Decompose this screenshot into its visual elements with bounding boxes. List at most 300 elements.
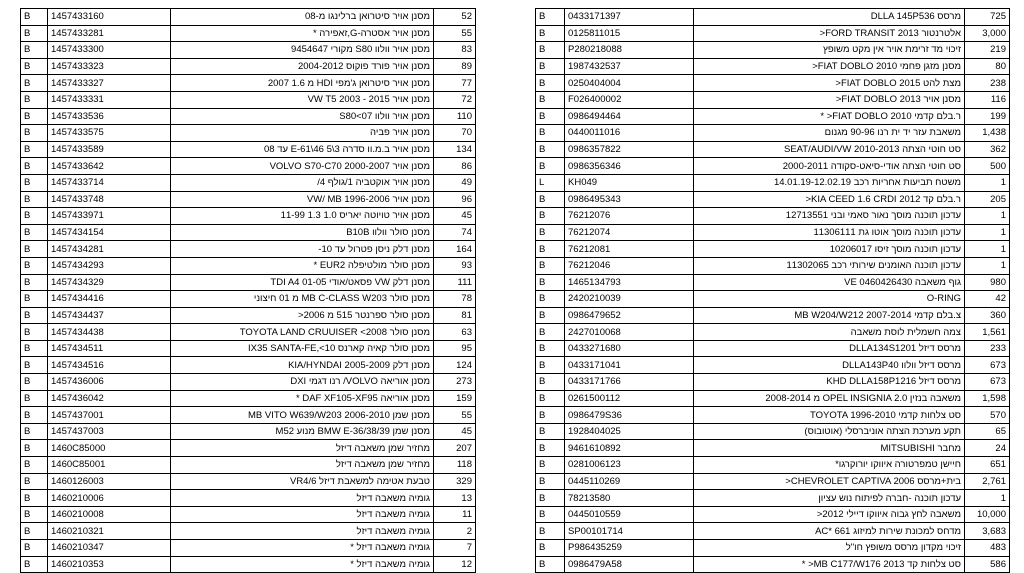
table-row	[21, 125, 476, 142]
quantity: 1	[965, 208, 1010, 225]
table-row	[536, 9, 1010, 26]
part-description: מסנן אויר אוקטביה 1/גולף 4/	[171, 174, 434, 191]
part-number: 0986479S36	[565, 407, 694, 424]
row-code: B	[536, 257, 565, 274]
row-code: B	[21, 374, 48, 391]
part-description: מרסס דיזל KHD DLLA158P1216	[694, 374, 965, 391]
part-number: 1465134793	[565, 274, 694, 291]
row-code: B	[536, 141, 565, 158]
table-row	[536, 340, 1010, 357]
quantity: 77	[434, 75, 476, 92]
part-description: צ.בלם קדמי MB W204/W212 2007-2014	[694, 307, 965, 324]
row-code: B	[21, 274, 48, 291]
quantity: 78	[434, 291, 476, 308]
row-code: B	[536, 457, 565, 474]
table-row	[536, 440, 1010, 457]
quantity: 10,000	[965, 506, 1010, 523]
table-row	[536, 490, 1010, 507]
part-description: מסנן סולר MB C-CLASS W203 מ 01 חיצוני	[171, 291, 434, 308]
quantity: 329	[434, 473, 476, 490]
quantity: 116	[965, 91, 1010, 108]
table-row	[536, 374, 1010, 391]
quantity: 2,761	[965, 473, 1010, 490]
quantity: 95	[434, 340, 476, 357]
part-number: 76212076	[565, 208, 694, 225]
table-row	[536, 141, 1010, 158]
quantity: 207	[434, 440, 476, 457]
row-code: B	[536, 158, 565, 175]
part-description: זיכוי מד זרימת אויר אין מקט משופץ	[694, 42, 965, 59]
row-code: B	[21, 191, 48, 208]
quantity: 273	[434, 374, 476, 391]
part-description: מסנן אויר VOLVO S70-C70 2000-2007	[171, 158, 434, 175]
row-code: B	[21, 42, 48, 59]
row-code: B	[536, 91, 565, 108]
part-description: גוף משאבה VE 0460426430	[694, 274, 965, 291]
quantity: 2	[434, 523, 476, 540]
quantity: 199	[965, 108, 1010, 125]
part-number: SP00101714	[565, 523, 694, 540]
part-description: מחזיר שמן משאבה דיזל	[171, 457, 434, 474]
part-number: 0125811015	[565, 25, 694, 42]
row-code: B	[21, 224, 48, 241]
part-description: מסנן דלק KIA/HYNDAI 2005-2009	[171, 357, 434, 374]
quantity: 3,683	[965, 523, 1010, 540]
left-inventory-table	[20, 8, 476, 573]
part-description: מסנן אויר וולוו S80<07	[171, 108, 434, 125]
row-code: B	[21, 174, 48, 191]
row-code: B	[21, 291, 48, 308]
row-code: B	[21, 556, 48, 573]
part-description: O-RING	[694, 291, 965, 308]
table-row	[536, 224, 1010, 241]
part-description: מצת להט FIAT DOBLO 2015<	[694, 75, 965, 92]
table-row	[536, 523, 1010, 540]
table-row	[21, 224, 476, 241]
quantity: 83	[434, 42, 476, 59]
row-code: B	[536, 25, 565, 42]
part-number: 2420210039	[565, 291, 694, 308]
quantity: 81	[434, 307, 476, 324]
row-code: B	[536, 274, 565, 291]
table-row	[21, 25, 476, 42]
part-description: טבעת אטימה למשאבת דיזל VR4/6	[171, 473, 434, 490]
table-row	[536, 357, 1010, 374]
table-row	[536, 241, 1010, 258]
row-code: B	[536, 307, 565, 324]
table-row	[536, 324, 1010, 341]
quantity: 1	[965, 257, 1010, 274]
table-row	[536, 58, 1010, 75]
table-row	[536, 75, 1010, 92]
row-code: B	[21, 125, 48, 142]
row-code: B	[21, 25, 48, 42]
table-row	[21, 274, 476, 291]
part-number: 1460210006	[48, 490, 171, 507]
part-number: 2427010068	[565, 324, 694, 341]
table-row	[536, 540, 1010, 557]
row-code: B	[536, 224, 565, 241]
table-row	[21, 423, 476, 440]
row-code: B	[21, 58, 48, 75]
part-description: מסנן סולר TOYOTA LAND CRUUISER <2008	[171, 324, 434, 341]
quantity: 12	[434, 556, 476, 573]
part-description: גומיה משאבה דיזל	[171, 523, 434, 540]
row-code: B	[536, 374, 565, 391]
table-row	[21, 324, 476, 341]
quantity: 1,598	[965, 390, 1010, 407]
quantity: 89	[434, 58, 476, 75]
row-code: B	[536, 506, 565, 523]
part-number: 1457433331	[48, 91, 171, 108]
row-code: B	[536, 75, 565, 92]
quantity: 52	[434, 9, 476, 26]
part-number: 0433271680	[565, 340, 694, 357]
part-number: 1457433300	[48, 42, 171, 59]
part-number: KH049	[565, 174, 694, 191]
table-row	[21, 340, 476, 357]
part-description: מסנן אויר VW T5 2003 - 2015	[171, 91, 434, 108]
part-description: מסנן אויר VW/ MB 1996-2006	[171, 191, 434, 208]
table-row	[536, 556, 1010, 573]
row-code: B	[21, 257, 48, 274]
table-row	[21, 457, 476, 474]
row-code: B	[536, 390, 565, 407]
row-code: L	[536, 174, 565, 191]
row-code: B	[536, 125, 565, 142]
part-description: זיכוי מקדון מרסס משופץ חו"ל	[694, 540, 965, 557]
part-number: 0445010559	[565, 506, 694, 523]
part-number: 1460C85000	[48, 440, 171, 457]
row-code: B	[21, 390, 48, 407]
row-code: B	[21, 357, 48, 374]
quantity: 164	[434, 241, 476, 258]
part-number: 1460210353	[48, 556, 171, 573]
quantity: 362	[965, 141, 1010, 158]
part-description: מסנן סולר וולוו B10B	[171, 224, 434, 241]
table-row	[21, 208, 476, 225]
quantity: 159	[434, 390, 476, 407]
part-number: 0986357822	[565, 141, 694, 158]
part-number: 1457434416	[48, 291, 171, 308]
part-description: חיישן טמפרטורה איווקו יורוקרגו*	[694, 457, 965, 474]
part-number: 1457433281	[48, 25, 171, 42]
table-row	[536, 307, 1010, 324]
quantity: 1	[965, 174, 1010, 191]
row-code: B	[21, 324, 48, 341]
part-number: 1457433575	[48, 125, 171, 142]
part-number: 78213580	[565, 490, 694, 507]
quantity: 72	[434, 91, 476, 108]
table-row	[536, 506, 1010, 523]
quantity: 238	[965, 75, 1010, 92]
part-number: 1457434329	[48, 274, 171, 291]
table-row	[536, 274, 1010, 291]
part-number: 0986479652	[565, 307, 694, 324]
row-code: B	[536, 523, 565, 540]
part-description: מסנן אויר טויוטה יאריס 1.0 1.3 11-99	[171, 208, 434, 225]
quantity: 11	[434, 506, 476, 523]
table-row	[21, 291, 476, 308]
table-row	[21, 556, 476, 573]
table-row	[536, 423, 1010, 440]
quantity: 980	[965, 274, 1010, 291]
table-row	[536, 257, 1010, 274]
part-description: עדכון תוכנה האומנים שירותי רכב 11302065	[694, 257, 965, 274]
row-code: B	[21, 457, 48, 474]
row-code: B	[536, 340, 565, 357]
table-row	[21, 523, 476, 540]
table-row	[21, 91, 476, 108]
row-code: B	[21, 473, 48, 490]
part-number: 0261500112	[565, 390, 694, 407]
part-number: 1457434154	[48, 224, 171, 241]
part-description: משאבה לחץ גבוה איווקו דיילי 2012<	[694, 506, 965, 523]
row-code: B	[21, 9, 48, 26]
part-number: 1460210347	[48, 540, 171, 557]
part-description: משאבת עזר יד ית רנו 90-96 מגנום	[694, 125, 965, 142]
table-row	[536, 108, 1010, 125]
row-code: B	[21, 75, 48, 92]
table-row	[21, 307, 476, 324]
row-code: B	[536, 9, 565, 26]
quantity: 13	[434, 490, 476, 507]
part-number: 1460210008	[48, 506, 171, 523]
part-number: 76212074	[565, 224, 694, 241]
part-description: מחבר MITSUBISHI	[694, 440, 965, 457]
part-number: 1457433323	[48, 58, 171, 75]
part-number: 1457436042	[48, 390, 171, 407]
table-row	[21, 158, 476, 175]
quantity: 725	[965, 9, 1010, 26]
part-number: 1457433536	[48, 108, 171, 125]
quantity: 1,438	[965, 125, 1010, 142]
row-code: B	[536, 241, 565, 258]
quantity: 55	[434, 25, 476, 42]
quantity: 63	[434, 324, 476, 341]
table-row	[536, 158, 1010, 175]
row-code: B	[21, 423, 48, 440]
quantity: 24	[965, 440, 1010, 457]
part-description: עדכון תוכנה מוסך זיסו 10206017	[694, 241, 965, 258]
quantity: 80	[965, 58, 1010, 75]
part-description: סט צלחות קדמי TOYOTA 1996-2010	[694, 407, 965, 424]
part-description: עדכון תוכנה -חברה לפיתוח נוש עציון	[694, 490, 965, 507]
part-number: 0986479A58	[565, 556, 694, 573]
part-description: מסנן אויר סיטרואן ג'מפי HDI מ 1.6 2007	[171, 75, 434, 92]
part-description: גומיה משאבה דיזל	[171, 506, 434, 523]
table-row	[21, 141, 476, 158]
quantity: 7	[434, 540, 476, 557]
part-number: 1457433971	[48, 208, 171, 225]
part-description: מסנן שמן MB VITO W639/W203 2006-2010	[171, 407, 434, 424]
row-code: B	[536, 440, 565, 457]
part-description: מסנן אויר וולוו S80 מקורי 9454647	[171, 42, 434, 59]
table-row	[21, 540, 476, 557]
row-code: B	[536, 108, 565, 125]
table-row	[536, 25, 1010, 42]
part-number: 1457434516	[48, 357, 171, 374]
quantity: 1,561	[965, 324, 1010, 341]
table-row	[536, 174, 1010, 191]
quantity: 55	[434, 407, 476, 424]
table-row	[21, 357, 476, 374]
row-code: B	[21, 523, 48, 540]
quantity: 86	[434, 158, 476, 175]
table-row	[21, 440, 476, 457]
part-number: 76212081	[565, 241, 694, 258]
quantity: 49	[434, 174, 476, 191]
table-row	[536, 457, 1010, 474]
row-code: B	[21, 506, 48, 523]
row-code: B	[21, 307, 48, 324]
part-description: מסנן סולר קאיה קארנס IX35 SANTA-FE,<10	[171, 340, 434, 357]
part-number: P280218088	[565, 42, 694, 59]
row-code: B	[21, 407, 48, 424]
part-number: 1457434511	[48, 340, 171, 357]
row-code: B	[21, 490, 48, 507]
part-number: F026400002	[565, 91, 694, 108]
part-description: גומיה משאבה דיזל *	[171, 556, 434, 573]
table-row	[21, 390, 476, 407]
part-number: 0440011016	[565, 125, 694, 142]
part-description: משטח תביעות אחריות רכב 14.01.19-12.02.19	[694, 174, 965, 191]
quantity: 673	[965, 374, 1010, 391]
row-code: B	[536, 191, 565, 208]
row-code: B	[21, 540, 48, 557]
table-row	[21, 407, 476, 424]
row-code: B	[21, 440, 48, 457]
part-description: מסנן סולר ספרנטר 515 מ 2006<	[171, 307, 434, 324]
part-description: מדחס למכונת שירות למיזוג AC* 661	[694, 523, 965, 540]
part-description: ר.בלם קדמי FIAT DOBLO 2010< *	[694, 108, 965, 125]
row-code: B	[21, 340, 48, 357]
quantity: 45	[434, 423, 476, 440]
part-number: 1457433589	[48, 141, 171, 158]
quantity: 570	[965, 407, 1010, 424]
part-number: 0986494464	[565, 108, 694, 125]
quantity: 70	[434, 125, 476, 142]
table-row	[21, 490, 476, 507]
part-number: 1457434281	[48, 241, 171, 258]
row-code: B	[536, 42, 565, 59]
part-number: 0281006123	[565, 457, 694, 474]
part-description: תקע מערכת הצתה אוניברסלי (אוטובוס)	[694, 423, 965, 440]
row-code: B	[21, 208, 48, 225]
part-description: מסנן אויר סיטרואן ברלינגו מ-08	[171, 9, 434, 26]
part-number: 9461610892	[565, 440, 694, 457]
part-number: 1457437003	[48, 423, 171, 440]
part-number: 76212046	[565, 257, 694, 274]
part-description: סט חוטי הצתה אודי-סיאט-סקודה 2000-2011	[694, 158, 965, 175]
quantity: 1	[965, 490, 1010, 507]
quantity: 74	[434, 224, 476, 241]
part-number: 1457433748	[48, 191, 171, 208]
table-row	[536, 42, 1010, 59]
quantity: 111	[434, 274, 476, 291]
quantity: 134	[434, 141, 476, 158]
part-description: מסנן אויר אסטרה-G,זאפירה *	[171, 25, 434, 42]
part-description: אלטרנטור FORD TRANSIT 2013<	[694, 25, 965, 42]
part-description: מסנן אויר פורד פוקוס 2004-2012	[171, 58, 434, 75]
row-code: B	[536, 291, 565, 308]
part-description: מסנן מזגן פחמי FIAT DOBLO 2010<	[694, 58, 965, 75]
part-description: ר.בלם קד KIA CEED 1.6 CRDI 2012<	[694, 191, 965, 208]
part-number: 0433171766	[565, 374, 694, 391]
part-number: 0433171397	[565, 9, 694, 26]
part-number: 1457433642	[48, 158, 171, 175]
row-code: B	[536, 473, 565, 490]
part-description: מרסס דיזל DLLA134S1201	[694, 340, 965, 357]
quantity: 96	[434, 191, 476, 208]
part-number: 0986495343	[565, 191, 694, 208]
quantity: 483	[965, 540, 1010, 557]
row-code: B	[536, 540, 565, 557]
part-description: צמה חשמלית לוסת משאבה	[694, 324, 965, 341]
part-number: 0250404004	[565, 75, 694, 92]
part-description: מסנן סולר מולטיפלה EUR2 *	[171, 257, 434, 274]
part-description: מחזיר שמן משאבה דיזל	[171, 440, 434, 457]
part-description: מסנן דלק ניסן פטרול עד 10-	[171, 241, 434, 258]
quantity: 65	[965, 423, 1010, 440]
part-description: מסנן אוריאה DAF XF105-XF95 *	[171, 390, 434, 407]
row-code: B	[536, 490, 565, 507]
row-code: B	[21, 91, 48, 108]
quantity: 586	[965, 556, 1010, 573]
part-number: 1460126003	[48, 473, 171, 490]
quantity: 118	[434, 457, 476, 474]
part-number: 1928404025	[565, 423, 694, 440]
part-description: סט צלחות קד MB C177/W176 2013< *	[694, 556, 965, 573]
table-row	[21, 473, 476, 490]
part-description: משאבה בנזין OPEL INSIGNIA 2.0 מ 2008-2014	[694, 390, 965, 407]
table-row	[536, 390, 1010, 407]
part-description: סט חוטי הצתה SEAT/AUDI/VW 2010-2013	[694, 141, 965, 158]
part-description: מסנן שמן BMW E-36/38/39 מנוע M52	[171, 423, 434, 440]
part-number: 1457433714	[48, 174, 171, 191]
quantity: 110	[434, 108, 476, 125]
row-code: B	[536, 208, 565, 225]
table-row	[536, 125, 1010, 142]
table-row	[21, 174, 476, 191]
table-row	[21, 75, 476, 92]
row-code: B	[536, 556, 565, 573]
part-description: מרסס DLLA 145P536	[694, 9, 965, 26]
row-code: B	[536, 423, 565, 440]
quantity: 673	[965, 357, 1010, 374]
part-number: 1460C85001	[48, 457, 171, 474]
part-description: עדכון תוכנה מוסך אוטו גת 11306111	[694, 224, 965, 241]
table-row	[21, 257, 476, 274]
right-inventory-table	[535, 8, 1010, 573]
table-row	[536, 291, 1010, 308]
row-code: B	[21, 158, 48, 175]
table-row	[536, 208, 1010, 225]
quantity: 42	[965, 291, 1010, 308]
part-number: 0445110269	[565, 473, 694, 490]
part-description: מסנן אוריאה VOLVO/ רנו דגמי DXI	[171, 374, 434, 391]
part-number: 1457434437	[48, 307, 171, 324]
part-description: מרסס דיזל וולוו DLLA143P40	[694, 357, 965, 374]
table-row	[21, 108, 476, 125]
part-description: גומיה משאבה דיזל	[171, 490, 434, 507]
quantity: 360	[965, 307, 1010, 324]
part-number: 1457434293	[48, 257, 171, 274]
table-row	[21, 58, 476, 75]
part-number: 1457436006	[48, 374, 171, 391]
table-row	[536, 407, 1010, 424]
row-code: B	[536, 58, 565, 75]
